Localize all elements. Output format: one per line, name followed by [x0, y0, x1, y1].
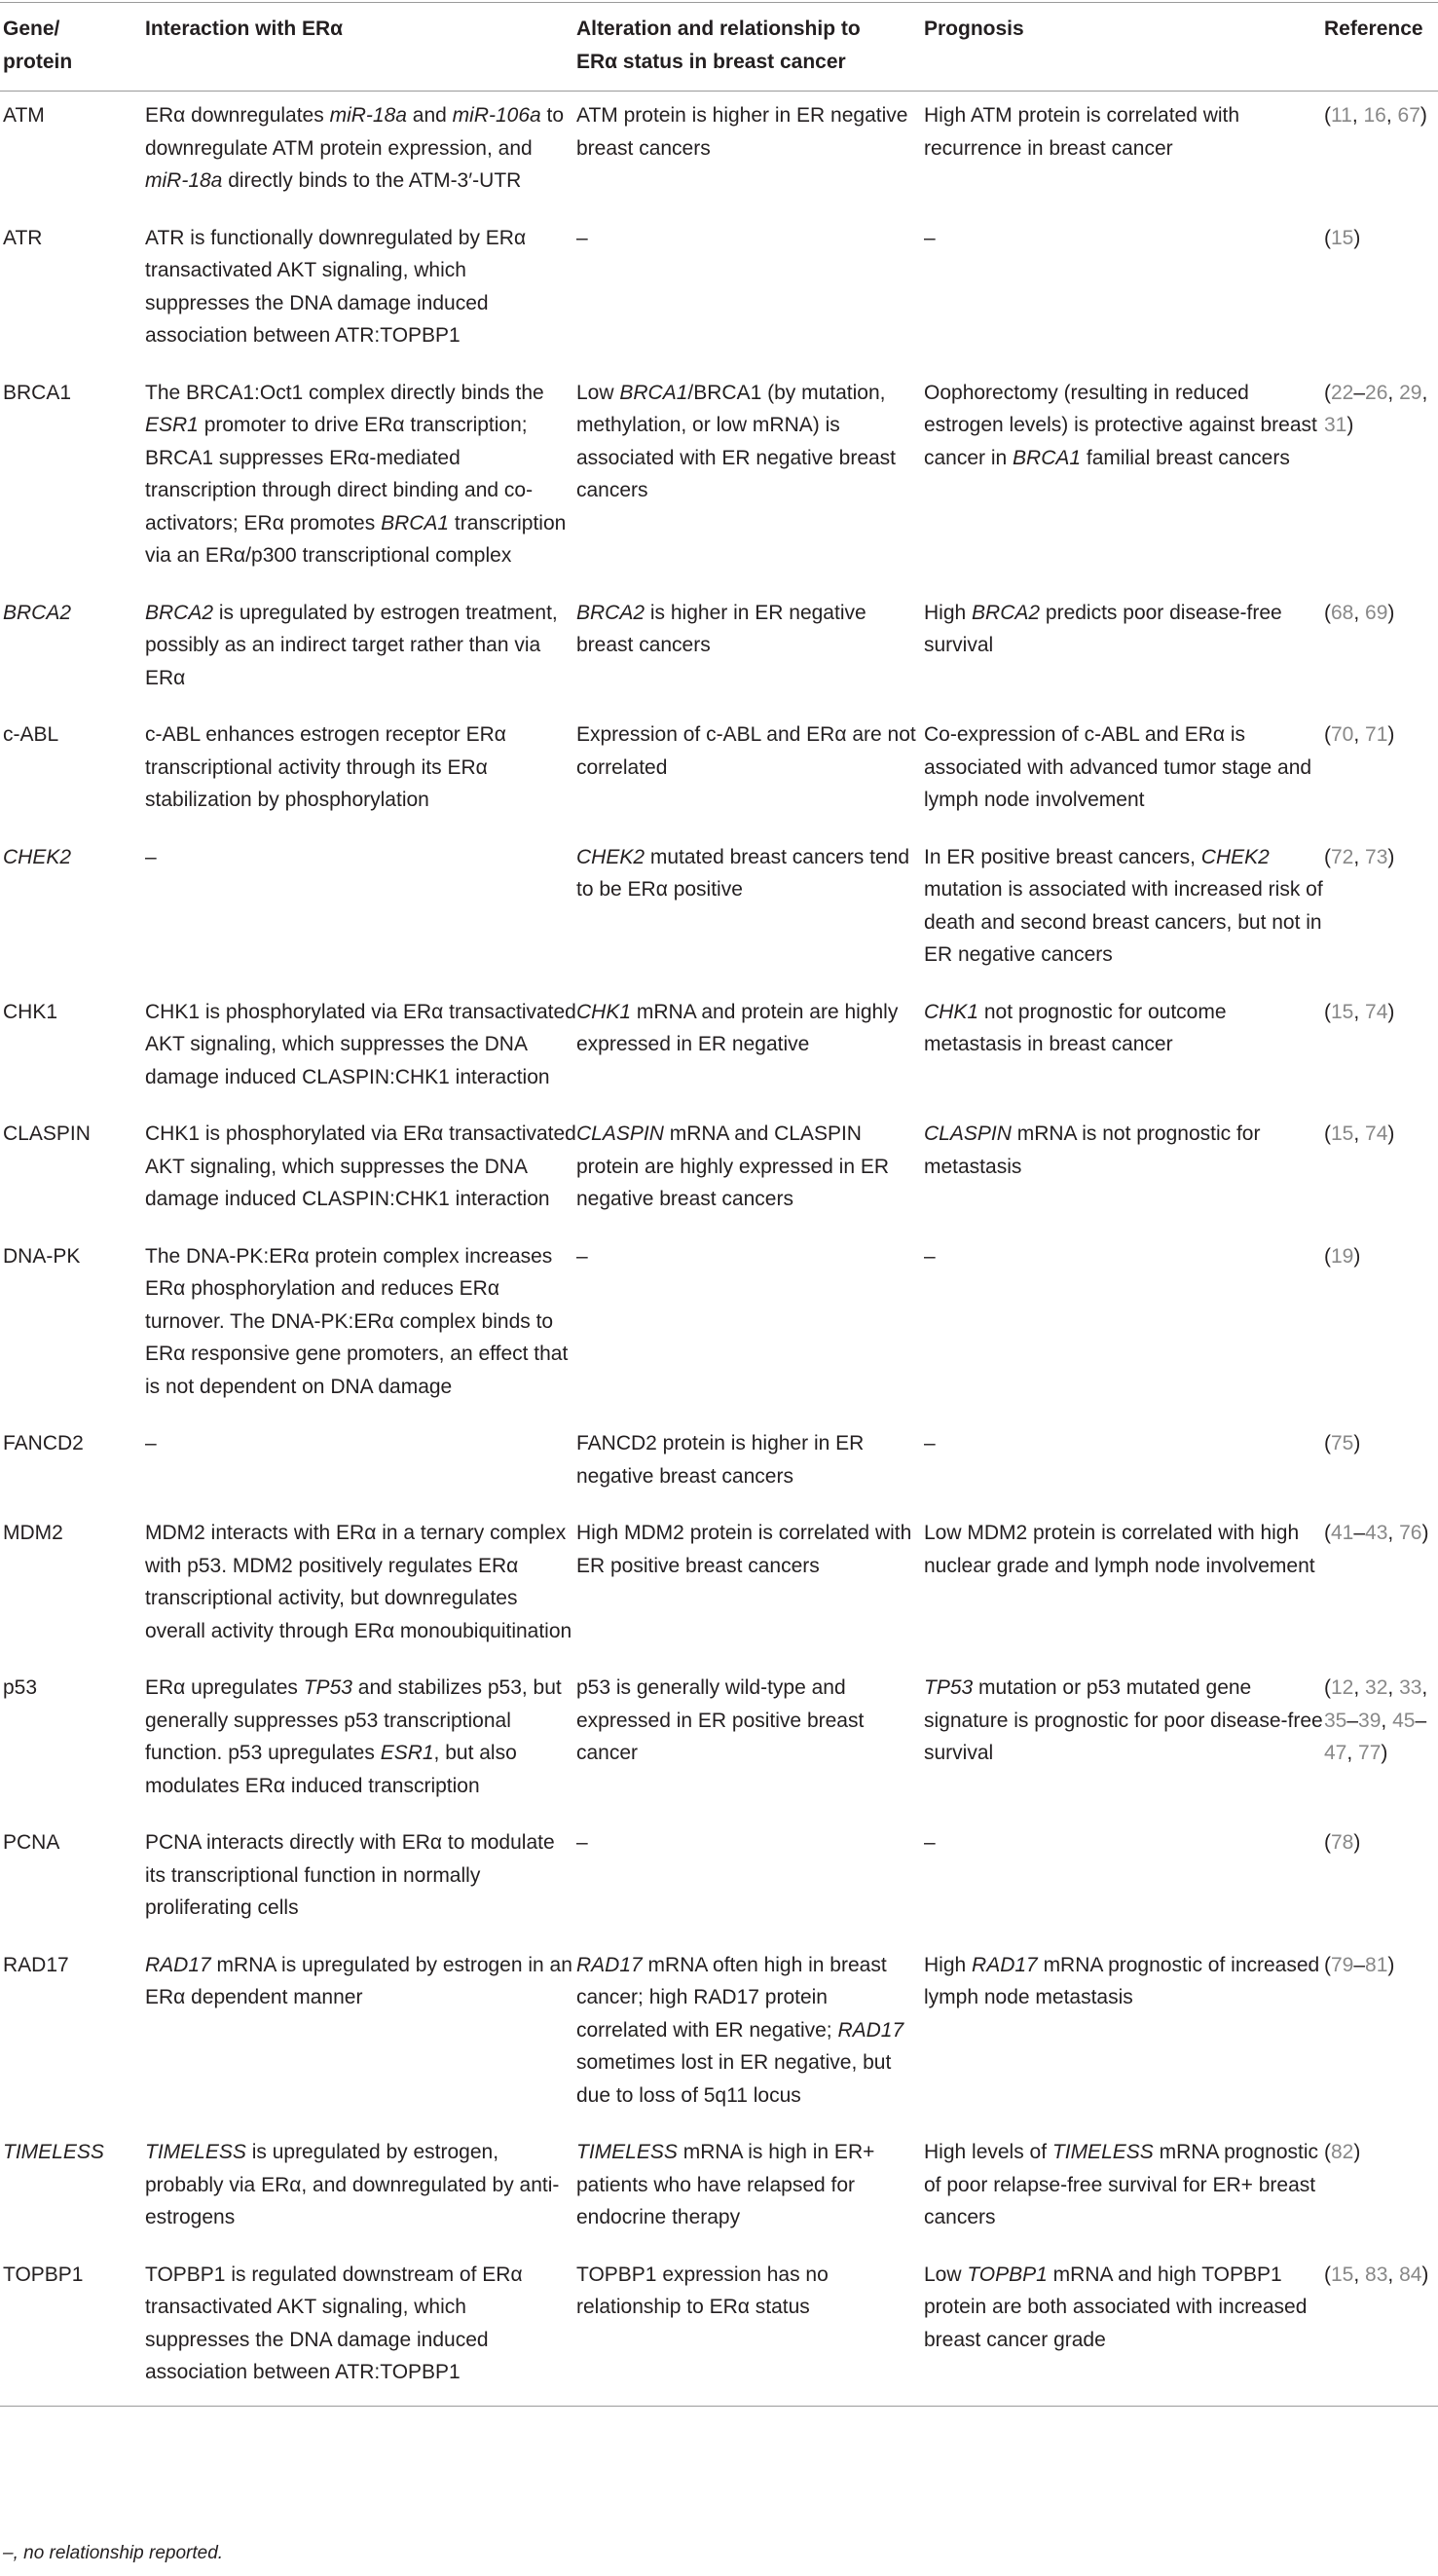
- table-row: [0, 1419, 1438, 1509]
- gene-cell: DNA-PK: [3, 1244, 81, 1268]
- alteration-cell: –: [576, 1244, 588, 1268]
- table-row: [0, 711, 1438, 833]
- interaction-cell: CHK1 is phosphorylated via ERα transactivated AKT signaling, which suppresses the DNA damage induced CLASPIN:CHK1 interaction: [145, 1122, 576, 1210]
- table-row: [0, 369, 1438, 589]
- prognosis-cell: High ATM protein is correlated with recurrence in breast cancer: [924, 104, 1240, 160]
- reference-cell: (75): [1324, 1432, 1361, 1454]
- alteration-cell: BRCA2 is higher in ER negative breast cancers: [576, 601, 866, 656]
- prognosis-cell: –: [924, 1432, 936, 1454]
- gene-cell: ATM: [3, 104, 45, 127]
- header-prognosis: Prognosis: [924, 18, 1024, 40]
- table-row: [0, 92, 1438, 214]
- interaction-cell: –: [145, 845, 157, 868]
- alteration-cell: CLASPIN mRNA and CLASPIN protein are highly expressed in ER negative breast cancers: [576, 1122, 890, 1210]
- alteration-cell: p53 is generally wild-type and expressed in ER positive breast cancer: [576, 1676, 865, 1764]
- gene-cell: MDM2: [3, 1522, 63, 1544]
- header-gene: Gene/ protein: [3, 18, 73, 73]
- prognosis-cell: CHK1 not prognostic for outcome metastasis in breast cancer: [924, 1000, 1227, 1055]
- prognosis-cell: –: [924, 1831, 936, 1854]
- header-alteration: Alteration and relationship to ERα status in breast cancer: [576, 18, 861, 73]
- reference-cell: (19): [1324, 1244, 1361, 1268]
- reference-cell: (41–43, 76): [1324, 1522, 1429, 1544]
- reference-cell: (11, 16, 67): [1324, 104, 1427, 127]
- prognosis-cell: High RAD17 mRNA prognostic of increased lymph node metastasis: [924, 1953, 1320, 2008]
- interaction-cell: RAD17 mRNA is upregulated by estrogen in an ERα dependent manner: [145, 1953, 572, 2008]
- gene-cell: CLASPIN: [3, 1122, 91, 1145]
- reference-cell: (79–81): [1324, 1953, 1395, 1976]
- gene-cell: p53: [3, 1676, 38, 1699]
- prognosis-cell: TP53 mutation or p53 mutated gene signature is prognostic for poor disease-free survival: [924, 1676, 1323, 1764]
- reference-cell: (15, 74): [1324, 1000, 1395, 1023]
- table-row: [0, 1941, 1438, 2129]
- table-row: [0, 1509, 1438, 1664]
- gene-cell: TOPBP1: [3, 2263, 84, 2286]
- reference-cell: (15, 74): [1324, 1122, 1395, 1145]
- alteration-cell: TIMELESS mRNA is high in ER+ patients who have relapsed for endocrine therapy: [576, 2141, 875, 2228]
- table-header: [0, 3, 1438, 92]
- alteration-cell: ATM protein is higher in ER negative breast cancers: [576, 104, 908, 160]
- header-interaction: Interaction with ERα: [145, 18, 344, 40]
- gene-cell: FANCD2: [3, 1432, 84, 1454]
- reference-cell: (78): [1324, 1831, 1361, 1854]
- interaction-cell: BRCA2 is upregulated by estrogen treatment, possibly as an indirect target rather than via ERα: [145, 601, 558, 689]
- interaction-cell: –: [145, 1432, 157, 1454]
- reference-cell: (68, 69): [1324, 601, 1395, 624]
- table-row: [0, 2128, 1438, 2251]
- interaction-cell: MDM2 interacts with ERα in a ternary complex with p53. MDM2 positively regulates ERα transcriptional activity, but downregulates overall activity through ERα monoubiquitination: [145, 1522, 572, 1642]
- prognosis-cell: Co-expression of c-ABL and ERα is associated with advanced tumor stage and lymph node involvement: [924, 723, 1312, 811]
- reference-cell: (22–26, 29, 31): [1324, 381, 1428, 436]
- gene-table: [0, 2, 1438, 2407]
- alteration-cell: TOPBP1 expression has no relationship to ERα status: [576, 2263, 829, 2318]
- interaction-cell: ATR is functionally downregulated by ERα transactivated AKT signaling, which suppresses the DNA damage induced association between ATR:TOPBP1: [145, 226, 527, 347]
- prognosis-cell: Low TOPBP1 mRNA and high TOPBP1 protein are both associated with increased breast cancer grade: [924, 2263, 1308, 2351]
- gene-cell: CHK1: [3, 1000, 58, 1023]
- table-footnote: –, no relationship reported.: [3, 2543, 224, 2563]
- prognosis-cell: In ER positive breast cancers, CHEK2 mutation is associated with increased risk of death and second breast cancers, but not in ER negative cancers: [924, 845, 1323, 966]
- alteration-cell: Expression of c-ABL and ERα are not correlated: [576, 723, 916, 779]
- prognosis-cell: –: [924, 1244, 936, 1268]
- table-body: [0, 92, 1438, 2407]
- interaction-cell: The BRCA1:Oct1 complex directly binds the ESR1 promoter to drive ERα transcription; BRCA1 suppresses ERα-mediated transcription through direct binding and co-activators; ERα promotes BRCA1 transcription via an ERα/p300 transcriptional complex: [145, 381, 567, 567]
- interaction-cell: ERα downregulates miR-18a and miR-106a to downregulate ATM protein expression, and miR-18a directly binds to the ATM-3′-UTR: [145, 104, 565, 192]
- header-row: [0, 3, 1438, 92]
- table-row: [0, 2251, 1438, 2407]
- interaction-cell: TIMELESS is upregulated by estrogen, probably via ERα, and downregulated by anti-estrogens: [145, 2141, 560, 2228]
- gene-cell: ATR: [3, 226, 43, 249]
- alteration-cell: –: [576, 226, 588, 249]
- alteration-cell: High MDM2 protein is correlated with ER positive breast cancers: [576, 1522, 912, 1577]
- alteration-cell: RAD17 mRNA often high in breast cancer; high RAD17 protein correlated with ER negative; RAD17 sometimes lost in ER negative, but due to loss of 5q11 locus: [576, 1953, 904, 2107]
- alteration-cell: CHK1 mRNA and protein are highly expressed in ER negative: [576, 1000, 899, 1055]
- prognosis-cell: High levels of TIMELESS mRNA prognostic of poor relapse-free survival for ER+ breast cancers: [924, 2141, 1319, 2228]
- alteration-cell: FANCD2 protein is higher in ER negative breast cancers: [576, 1432, 865, 1488]
- prognosis-cell: Low MDM2 protein is correlated with high nuclear grade and lymph node involvement: [924, 1522, 1315, 1577]
- gene-cell: BRCA2: [3, 601, 72, 624]
- prognosis-cell: –: [924, 226, 936, 249]
- table-row: [0, 1664, 1438, 1819]
- reference-cell: (70, 71): [1324, 723, 1395, 746]
- gene-cell: PCNA: [3, 1831, 60, 1854]
- table-row: [0, 1233, 1438, 1420]
- alteration-cell: Low BRCA1/BRCA1 (by mutation, methylation, or low mRNA) is associated with ER negative breast cancers: [576, 381, 897, 501]
- interaction-cell: c-ABL enhances estrogen receptor ERα transcriptional activity through its ERα stabilization by phosphorylation: [145, 723, 506, 811]
- reference-cell: (12, 32, 33, 35–39, 45–47, 77): [1324, 1676, 1428, 1764]
- table-row: [0, 1819, 1438, 1941]
- interaction-cell: PCNA interacts directly with ERα to modulate its transcriptional function in normally proliferating cells: [145, 1831, 555, 1919]
- prognosis-cell: CLASPIN mRNA is not prognostic for metastasis: [924, 1122, 1261, 1178]
- header-reference: Reference: [1324, 18, 1423, 40]
- prognosis-cell: Oophorectomy (resulting in reduced estrogen levels) is protective against breast cancer in BRCA1 familial breast cancers: [924, 381, 1317, 469]
- gene-cell: CHEK2: [3, 845, 72, 868]
- table-row: [0, 1110, 1438, 1233]
- table-row: [0, 214, 1438, 369]
- interaction-cell: CHK1 is phosphorylated via ERα transactivated AKT signaling, which suppresses the DNA damage induced CLASPIN:CHK1 interaction: [145, 1000, 576, 1088]
- table-row: [0, 833, 1438, 988]
- gene-cell: RAD17: [3, 1953, 69, 1976]
- alteration-cell: –: [576, 1831, 588, 1854]
- interaction-cell: ERα upregulates TP53 and stabilizes p53, but generally suppresses p53 transcriptional function. p53 upregulates ESR1, but also modulates ERα induced transcription: [145, 1676, 562, 1797]
- alteration-cell: CHEK2 mutated breast cancers tend to be ERα positive: [576, 845, 910, 901]
- interaction-cell: The DNA-PK:ERα protein complex increases ERα phosphorylation and reduces ERα turnover. The DNA-PK:ERα complex binds to ERα responsive gene promoters, an effect that is not dependent on DNA damage: [145, 1244, 569, 1398]
- table-row: [0, 988, 1438, 1111]
- interaction-cell: TOPBP1 is regulated downstream of ERα transactivated AKT signaling, which suppresses the DNA damage induced association between ATR:TOPBP1: [145, 2263, 523, 2383]
- reference-cell: (15, 83, 84): [1324, 2263, 1429, 2286]
- gene-cell: TIMELESS: [3, 2141, 104, 2163]
- table-row: [0, 589, 1438, 712]
- gene-cell: BRCA1: [3, 381, 72, 404]
- prognosis-cell: High BRCA2 predicts poor disease-free survival: [924, 601, 1282, 656]
- gene-cell: c-ABL: [3, 723, 59, 746]
- reference-cell: (72, 73): [1324, 845, 1395, 868]
- reference-cell: (82): [1324, 2141, 1361, 2163]
- reference-cell: (15): [1324, 226, 1361, 249]
